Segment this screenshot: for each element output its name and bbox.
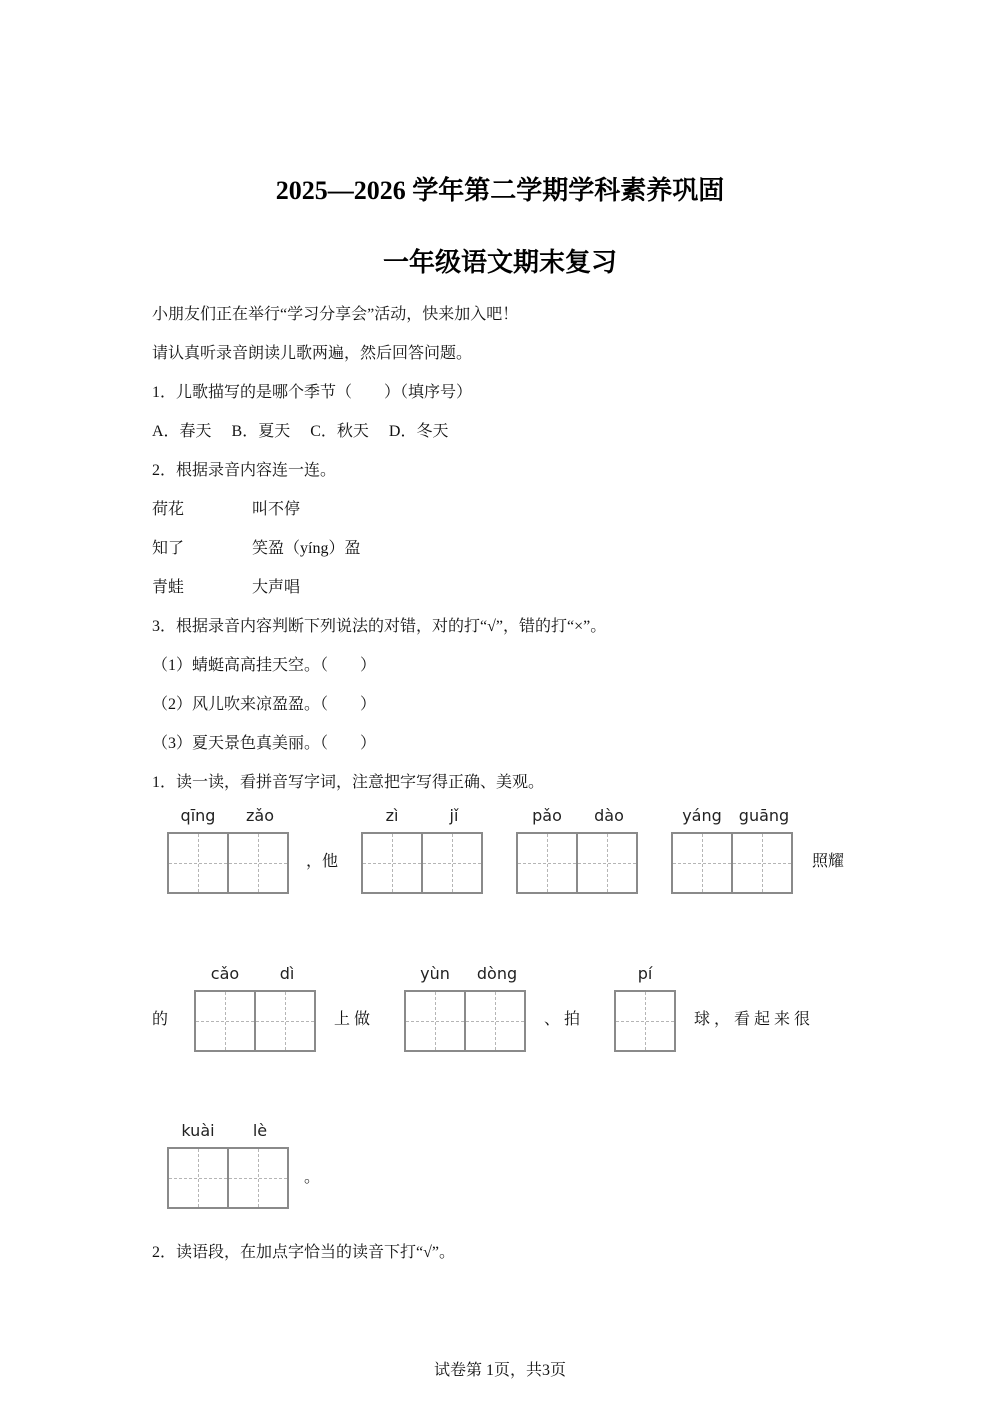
writing-box[interactable] <box>227 832 289 894</box>
pinyin-label: cǎo <box>210 964 240 983</box>
exam-title-line1: 2025—2026 学年第二学期学科素养巩固 <box>275 176 725 205</box>
writing-cell <box>423 806 485 894</box>
writing-grid-group <box>671 806 795 894</box>
pinyin-label: dì <box>279 964 295 983</box>
match-right-item: 叫不停 <box>252 501 301 518</box>
pinyin-label: dòng <box>476 964 518 983</box>
writing-cell <box>256 964 318 1052</box>
writing-cell <box>404 964 466 1052</box>
pinyin-label: yùn <box>420 964 450 983</box>
intro-text: 小朋友们正在举行“学习分享会”活动，快来加入吧！ <box>152 306 519 323</box>
match-right-item: 大声唱 <box>252 579 301 596</box>
writing-grid-group <box>361 806 485 894</box>
writing-grid-group <box>516 806 640 894</box>
writing-grid-group <box>167 806 291 894</box>
writing-cell <box>466 964 528 1052</box>
question-3-item: （1）蜻蜓高高挂天空。（ ） <box>152 657 377 674</box>
pinyin-label: lè <box>252 1121 268 1140</box>
writing-cell <box>229 1121 291 1209</box>
writing-box[interactable] <box>516 832 578 894</box>
pinyin-label: yáng <box>682 806 722 825</box>
pinyin-label: kuài <box>181 1121 215 1140</box>
pinyin-label: qīng <box>180 806 216 825</box>
match-right-item: 笑盈（yíng）盈 <box>252 540 361 557</box>
writing-cell <box>167 806 229 894</box>
match-left-item: 青蛙 <box>152 579 185 596</box>
question-1-options: A．春天 B．夏天 C．秋天 D．冬天 <box>152 423 449 440</box>
writing-box[interactable] <box>194 990 256 1052</box>
sentence-fragment: 、 拍 <box>544 1011 581 1028</box>
writing-cell <box>516 806 578 894</box>
pinyin-label: zǎo <box>246 806 274 825</box>
match-left-item: 荷花 <box>152 501 185 518</box>
intro-instruction: 请认真听录音朗读儿歌两遍，然后回答问题。 <box>152 345 473 362</box>
writing-cell <box>229 806 291 894</box>
pinyin-label: pí <box>637 964 653 983</box>
question-3-item: （3）夏天景色真美丽。（ ） <box>152 735 377 752</box>
writing-cell <box>361 806 423 894</box>
writing-cell <box>194 964 256 1052</box>
writing-box[interactable] <box>167 832 229 894</box>
sentence-fragment: 上 做 <box>334 1011 371 1028</box>
pinyin-label: zì <box>385 806 399 825</box>
writing-box[interactable] <box>671 832 733 894</box>
writing-box[interactable] <box>254 990 316 1052</box>
sentence-fragment: ，他 <box>306 853 339 870</box>
writing-instruction: 1．读一读，看拼音写字词，注意把字写得正确、美观。 <box>152 774 545 791</box>
pinyin-label: jǐ <box>449 806 459 825</box>
pinyin-label: pǎo <box>532 806 562 825</box>
page-footer: 试卷第 1页，共3页 <box>433 1362 566 1379</box>
sentence-fragment: 照耀 <box>812 853 845 870</box>
writing-box[interactable] <box>731 832 793 894</box>
question-3: 3．根据录音内容判断下列说法的对错，对的打“√”，错的打“×”。 <box>152 618 607 635</box>
writing-box[interactable] <box>227 1147 289 1209</box>
pinyin-label: guāng <box>738 806 790 825</box>
writing-grid-group <box>404 964 528 1052</box>
match-left-item: 知了 <box>152 540 185 557</box>
writing-grid-group <box>194 964 318 1052</box>
sentence-fragment: 。 <box>304 1169 321 1186</box>
writing-box[interactable] <box>614 990 676 1052</box>
question-3-item: （2）风儿吹来凉盈盈。（ ） <box>152 696 377 713</box>
writing-cell <box>614 964 676 1052</box>
next-question: 2．读语段，在加点字恰当的读音下打“√”。 <box>152 1244 455 1261</box>
question-1: 1．儿歌描写的是哪个季节（ ）（填序号） <box>152 384 473 401</box>
writing-grid-group <box>614 964 676 1052</box>
question-2: 2．根据录音内容连一连。 <box>152 462 337 479</box>
writing-cell <box>733 806 795 894</box>
writing-box[interactable] <box>361 832 423 894</box>
writing-cell <box>671 806 733 894</box>
pinyin-label: dào <box>594 806 624 825</box>
writing-box[interactable] <box>421 832 483 894</box>
writing-box[interactable] <box>404 990 466 1052</box>
writing-cell <box>578 806 640 894</box>
writing-box[interactable] <box>167 1147 229 1209</box>
writing-grid-group <box>167 1121 291 1209</box>
writing-cell <box>167 1121 229 1209</box>
sentence-fragment: 球 ， 看 起 来 很 <box>694 1011 811 1028</box>
writing-box[interactable] <box>576 832 638 894</box>
writing-box[interactable] <box>464 990 526 1052</box>
sentence-fragment: 的 <box>152 1011 169 1028</box>
exam-title-line2: 一年级语文期末复习 <box>382 248 617 277</box>
